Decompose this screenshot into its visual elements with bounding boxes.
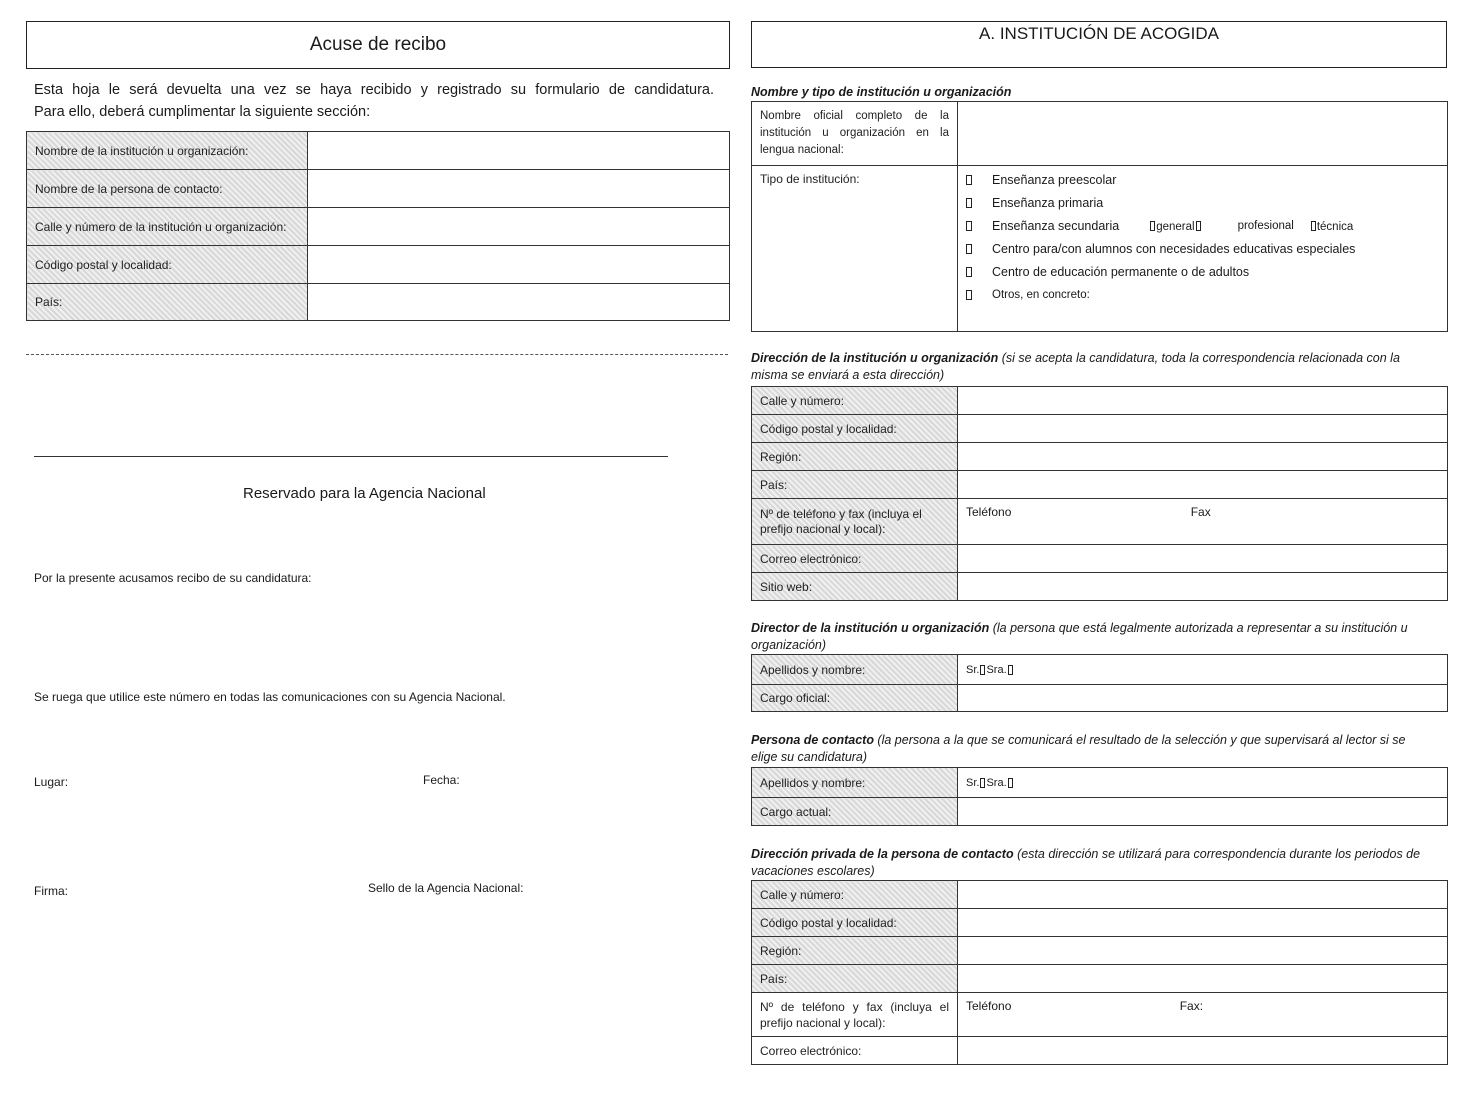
- address-input-street[interactable]: [958, 387, 1448, 415]
- director-table: [751, 654, 1448, 712]
- official-name-label: Nombre oficial completo de la institución u organización en la lengua nacional:: [752, 102, 958, 166]
- address-label-email: Correo electrónico:: [752, 545, 958, 573]
- institution-address-table: [751, 386, 1448, 601]
- secondary-general-label: general: [1156, 220, 1195, 233]
- private-input-email[interactable]: [958, 1037, 1448, 1065]
- address-label-street: Calle y número:: [752, 387, 958, 415]
- secondary-professional-label[interactable]: profesional: [1237, 219, 1294, 232]
- checkbox-icon[interactable]: [966, 290, 972, 300]
- address-label-country: País:: [752, 471, 958, 499]
- private-label-region: Región:: [752, 937, 958, 965]
- type-option-special-needs[interactable]: [966, 237, 1439, 260]
- field-label-institution-name: Nombre de la institución u organización:: [27, 132, 308, 170]
- number-text: Se ruega que utilice este número en todas las comunicaciones con su Agencia Nacional.: [34, 690, 506, 704]
- acknowledgement-title: Acuse de recibo: [309, 34, 447, 55]
- checkbox-icon[interactable]: [966, 198, 972, 208]
- address-label-phone-fax: Nº de teléfono y fax (incluya el prefijo nacional y local):: [752, 499, 958, 545]
- type-option-label: Centro de educación permanente o de adultos: [992, 264, 1250, 279]
- institution-type-options: [958, 166, 1448, 332]
- private-label-phone-fax: Nº de teléfono y fax (incluya el prefijo nacional y local):: [752, 993, 958, 1037]
- checkbox-icon[interactable]: [1008, 778, 1013, 788]
- director-name-label: Apellidos y nombre:: [752, 655, 958, 685]
- section-name-type-heading-text: Nombre y tipo de institución u organización: [751, 85, 1012, 99]
- section-director-heading-bold: Director de la institución u organización: [751, 621, 990, 635]
- section-name-type-heading: [751, 84, 1011, 101]
- checkbox-icon[interactable]: [1008, 665, 1013, 675]
- checkbox-icon[interactable]: [966, 267, 972, 277]
- acknowledgement-form-table: [26, 131, 730, 321]
- contact-position-label: Cargo actual:: [752, 798, 958, 826]
- secondary-general-option[interactable]: [1149, 219, 1201, 233]
- section-contact-heading-rest: (la persona a la que se comunicará el resultado de la selección y que supervisará al lector si se elige su candidatura): [751, 733, 1406, 764]
- type-option-label: Enseñanza primaria: [992, 195, 1104, 210]
- checkbox-icon[interactable]: [980, 778, 985, 788]
- signature-label: Firma:: [34, 884, 68, 898]
- title-sra: Sra.: [986, 776, 1007, 789]
- checkbox-icon[interactable]: [966, 244, 972, 254]
- address-label-website: Sitio web:: [752, 573, 958, 601]
- field-input-institution-name[interactable]: [308, 132, 730, 170]
- intro-text: [34, 79, 714, 123]
- director-position-label: Cargo oficial:: [752, 685, 958, 712]
- type-option-label: Otros, en concreto:: [992, 288, 1090, 301]
- institution-name-type-table: [751, 101, 1448, 332]
- type-option-label: Enseñanza preescolar: [992, 172, 1117, 187]
- date-label: Fecha:: [423, 773, 460, 787]
- field-input-contact-name[interactable]: [308, 170, 730, 208]
- director-position-input[interactable]: [958, 685, 1448, 712]
- checkbox-icon[interactable]: [966, 221, 972, 231]
- seal-label: Sello de la Agencia Nacional:: [368, 881, 524, 895]
- checkbox-icon[interactable]: [1150, 221, 1155, 231]
- type-option-primary[interactable]: [966, 191, 1439, 214]
- private-address-table: [751, 880, 1448, 1065]
- private-label-street: Calle y número:: [752, 881, 958, 909]
- section-address-heading: [751, 350, 1431, 384]
- place-label: Lugar:: [34, 775, 69, 789]
- section-private-address-heading: [751, 846, 1431, 880]
- private-label-email: Correo electrónico:: [752, 1037, 958, 1065]
- type-option-adult-education[interactable]: [966, 260, 1439, 283]
- section-private-address-heading-bold: Dirección privada de la persona de contacto: [751, 847, 1014, 861]
- address-label-postcode: Código postal y localidad:: [752, 415, 958, 443]
- address-input-email[interactable]: [958, 545, 1448, 573]
- checkbox-icon[interactable]: [1196, 221, 1201, 231]
- checkbox-icon[interactable]: [966, 175, 972, 185]
- section-director-heading: [751, 620, 1431, 654]
- address-label-region: Región:: [752, 443, 958, 471]
- type-option-secondary[interactable]: [966, 214, 1439, 237]
- field-input-country[interactable]: [308, 284, 730, 321]
- private-label-postcode: Código postal y localidad:: [752, 909, 958, 937]
- field-label-street: Calle y número de la institución u organización:: [27, 208, 308, 246]
- title-sr: Sr.: [966, 776, 980, 789]
- contact-name-label: Apellidos y nombre:: [752, 768, 958, 798]
- section-director-heading-rest: (la persona que está legalmente autorizada a representar a su institución u organización): [751, 621, 1408, 652]
- checkbox-icon[interactable]: [980, 665, 985, 675]
- contact-name-cell[interactable]: [958, 768, 1448, 798]
- private-input-postcode[interactable]: [958, 909, 1448, 937]
- title-sr: Sr.: [966, 663, 980, 676]
- type-option-preschool[interactable]: [966, 168, 1439, 191]
- intro-line-1: Esta hoja le será devuelta una vez se haya recibido y registrado su formulario de candidatura.: [34, 82, 714, 98]
- contact-position-input[interactable]: [958, 798, 1448, 826]
- address-input-postcode[interactable]: [958, 415, 1448, 443]
- address-phone-fax-cell[interactable]: [958, 499, 1448, 545]
- phone-label: Teléfono: [966, 505, 1012, 519]
- acknowledgement-title-box: [26, 21, 730, 69]
- reserved-title: Reservado para la Agencia Nacional: [243, 485, 486, 502]
- section-contact-heading: [751, 732, 1431, 766]
- intro-line-2: Para ello, deberá cumplimentar la siguiente sección:: [34, 104, 371, 120]
- checkbox-icon[interactable]: [1311, 221, 1316, 231]
- separator-line: [34, 456, 668, 457]
- institution-type-label: Tipo de institución:: [752, 166, 958, 332]
- field-label-postcode: Código postal y localidad:: [27, 246, 308, 284]
- official-name-input[interactable]: [958, 102, 1448, 166]
- cut-line: [26, 354, 728, 355]
- private-input-country[interactable]: [958, 965, 1448, 993]
- receipt-text: Por la presente acusamos recibo de su candidatura:: [34, 571, 312, 585]
- field-label-contact-name: Nombre de la persona de contacto:: [27, 170, 308, 208]
- title-sra: Sra.: [986, 663, 1007, 676]
- section-address-heading-rest: (si se acepta la candidatura, toda la correspondencia relacionada con la misma se enviará a esta dirección): [751, 351, 1400, 382]
- fax-label: Fax:: [1179, 999, 1204, 1013]
- type-option-other[interactable]: [966, 283, 1439, 306]
- field-input-street[interactable]: [308, 208, 730, 246]
- fax-label: Fax: [1190, 505, 1211, 519]
- address-input-region[interactable]: [958, 443, 1448, 471]
- address-input-website[interactable]: [958, 573, 1448, 601]
- section-contact-heading-bold: Persona de contacto: [751, 733, 874, 747]
- section-a-title-box: [751, 21, 1447, 68]
- private-input-street[interactable]: [958, 881, 1448, 909]
- secondary-technical-option[interactable]: [1310, 219, 1353, 233]
- address-input-country[interactable]: [958, 471, 1448, 499]
- field-label-country: País:: [27, 284, 308, 321]
- secondary-technical-label: técnica: [1316, 220, 1354, 233]
- field-input-postcode[interactable]: [308, 246, 730, 284]
- section-a-title: A. INSTITUCIÓN DE ACOGIDA: [979, 24, 1219, 43]
- director-name-cell[interactable]: [958, 655, 1448, 685]
- phone-label: Teléfono: [966, 999, 1012, 1013]
- section-address-heading-bold: Dirección de la institución u organización: [751, 351, 999, 365]
- section-private-address-heading-rest: (esta dirección se utilizará para correspondencia durante los periodos de vacaciones escolares): [751, 847, 1421, 878]
- private-input-region[interactable]: [958, 937, 1448, 965]
- type-option-label: Centro para/con alumnos con necesidades educativas especiales: [992, 241, 1356, 256]
- private-label-country: País:: [752, 965, 958, 993]
- type-option-label: Enseñanza secundaria: [992, 218, 1120, 233]
- private-phone-fax-cell[interactable]: [958, 993, 1448, 1037]
- contact-table: [751, 767, 1448, 826]
